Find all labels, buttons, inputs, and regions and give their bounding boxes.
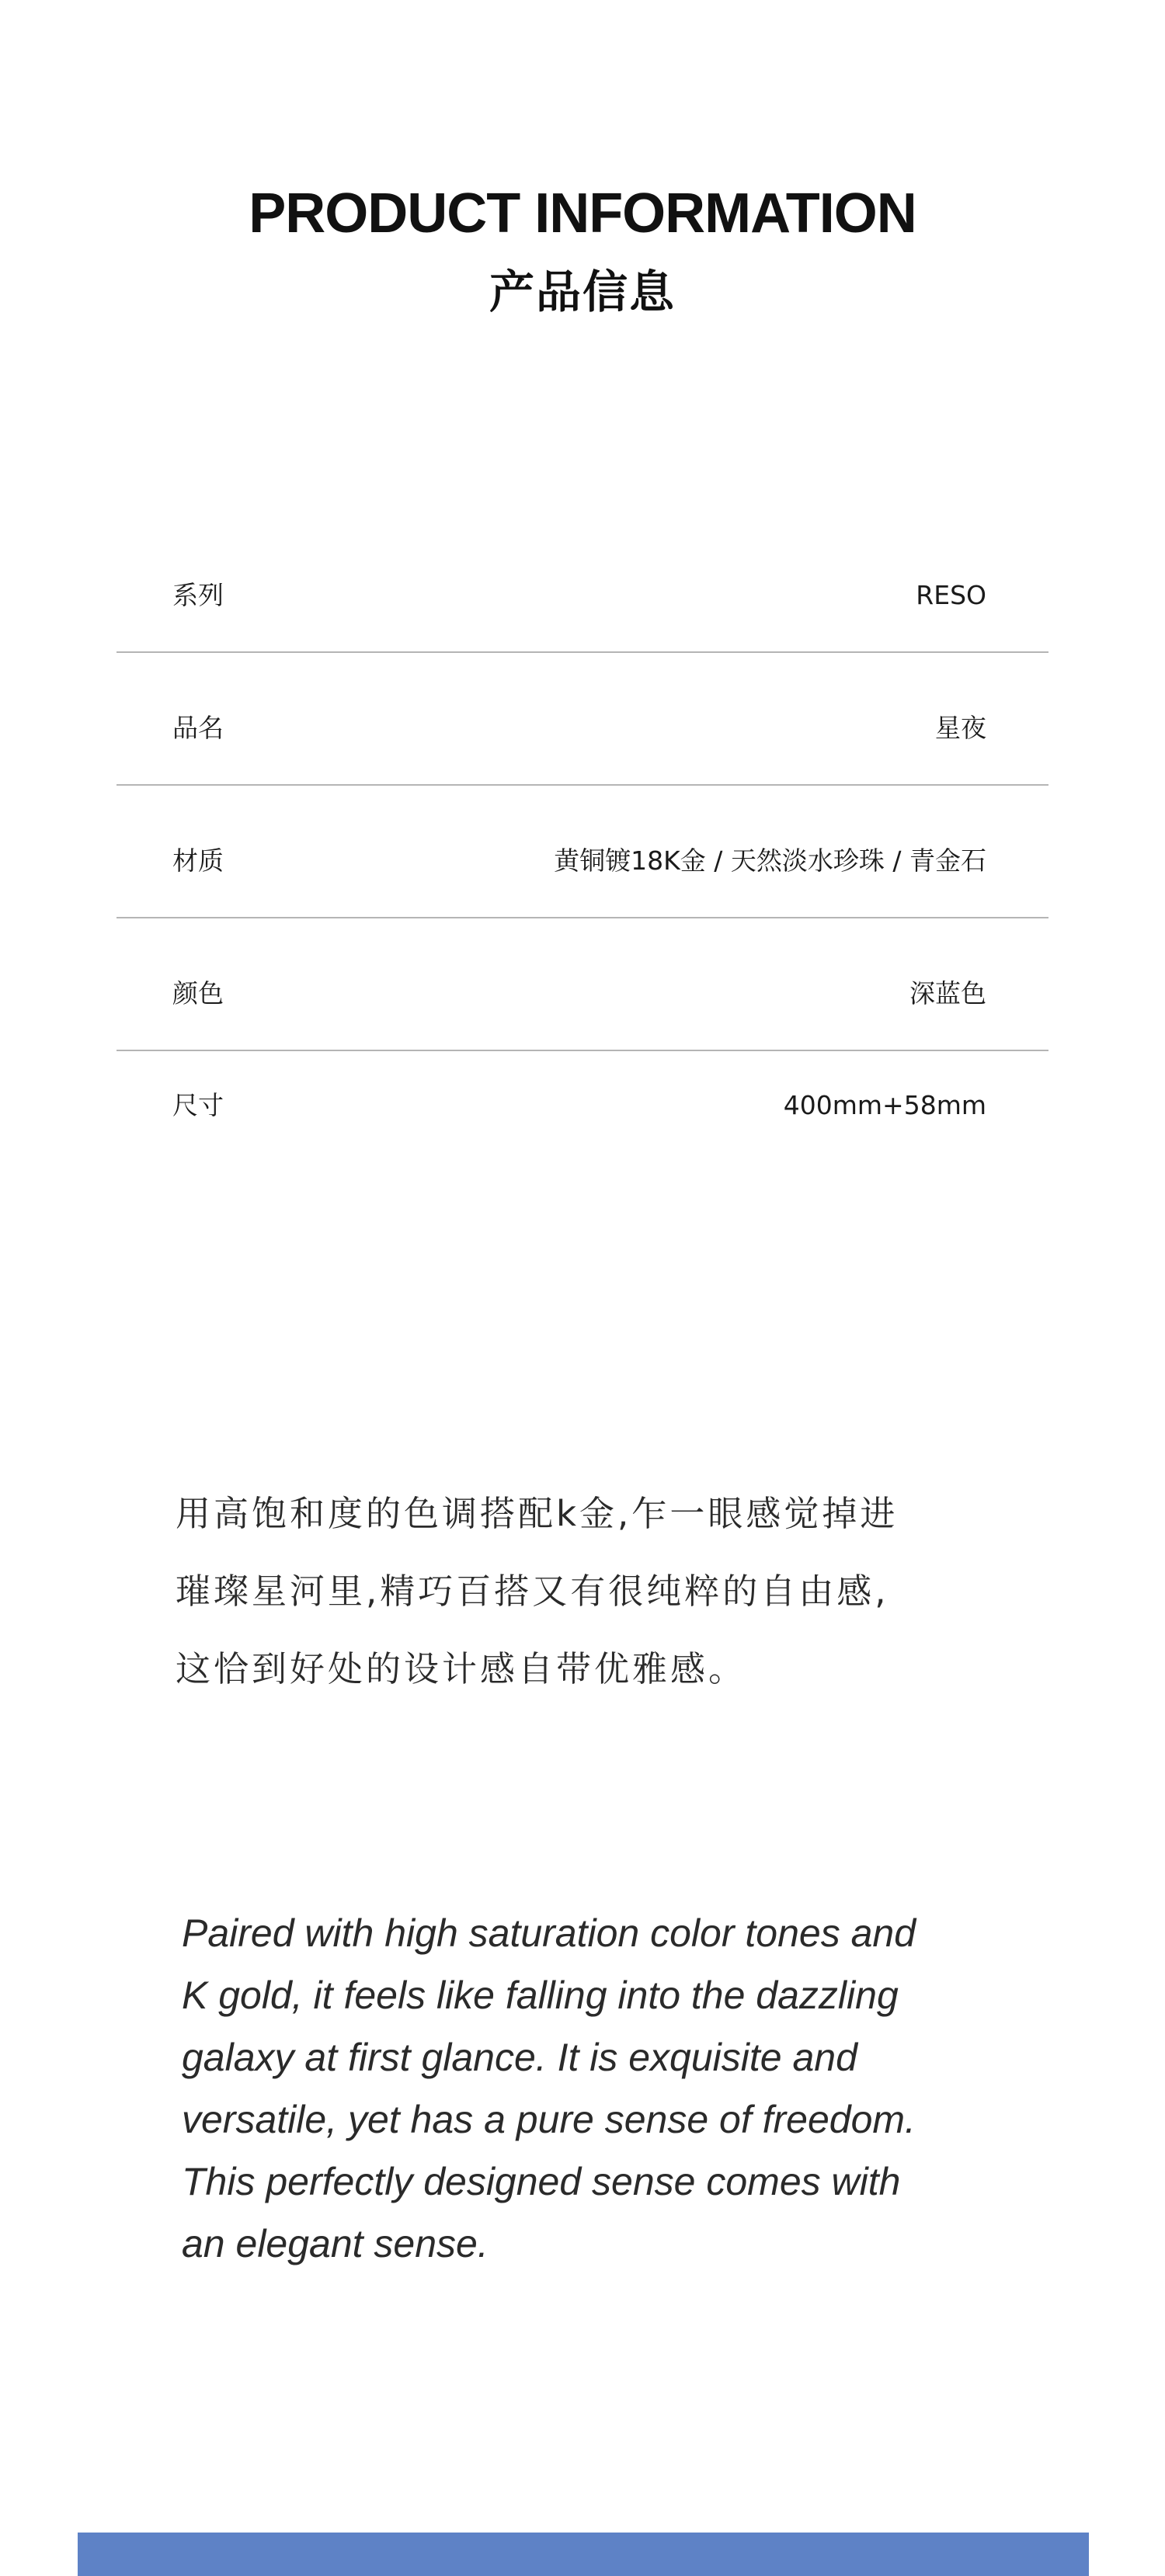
spec-table [116, 528, 1048, 1184]
spec-label: 材质 [172, 845, 224, 876]
description-chinese [176, 1475, 1014, 1708]
description-line: 用高饱和度的色调搭配k金,乍一眼感觉掉进 [176, 1493, 899, 1534]
page-header [0, 179, 1165, 321]
spec-label: 系列 [172, 580, 224, 610]
description-line: This perfectly designed sense comes with [182, 2160, 901, 2203]
spec-label: 尺寸 [172, 1090, 224, 1120]
description-english [182, 1902, 1021, 2275]
spec-label: 品名 [172, 713, 224, 743]
spec-row-material [116, 786, 1048, 918]
spec-value: RESO [916, 580, 986, 610]
spec-label: 颜色 [172, 978, 224, 1009]
spec-row-series [116, 528, 1048, 653]
spec-value: 深蓝色 [909, 978, 986, 1009]
product-image-band [78, 2533, 1089, 2576]
spec-row-color [116, 918, 1048, 1051]
description-line: 这恰到好处的设计感自带优雅感。 [176, 1648, 747, 1689]
title-chinese: 产品信息 [489, 266, 676, 318]
description-line: K gold, it feels like falling into the dazzling [182, 1974, 899, 2017]
spec-value: 星夜 [935, 713, 986, 743]
description-line: an elegant sense. [182, 2222, 489, 2265]
description-line: versatile, yet has a pure sense of freedom. [182, 2098, 916, 2141]
description-line: Paired with high saturation color tones and [182, 1911, 916, 1955]
spec-value: 黄铜镀18K金 / 天然淡水珍珠 / 青金石 [554, 845, 986, 876]
description-line: 璀璨星河里,精巧百搭又有很纯粹的自由感, [176, 1571, 889, 1612]
spec-row-name [116, 653, 1048, 786]
description-line: galaxy at first glance. It is exquisite and [182, 2036, 857, 2079]
title-english: PRODUCT INFORMATION [249, 182, 916, 245]
spec-row-size [116, 1051, 1048, 1184]
spec-value: 400mm+58mm [783, 1090, 986, 1120]
